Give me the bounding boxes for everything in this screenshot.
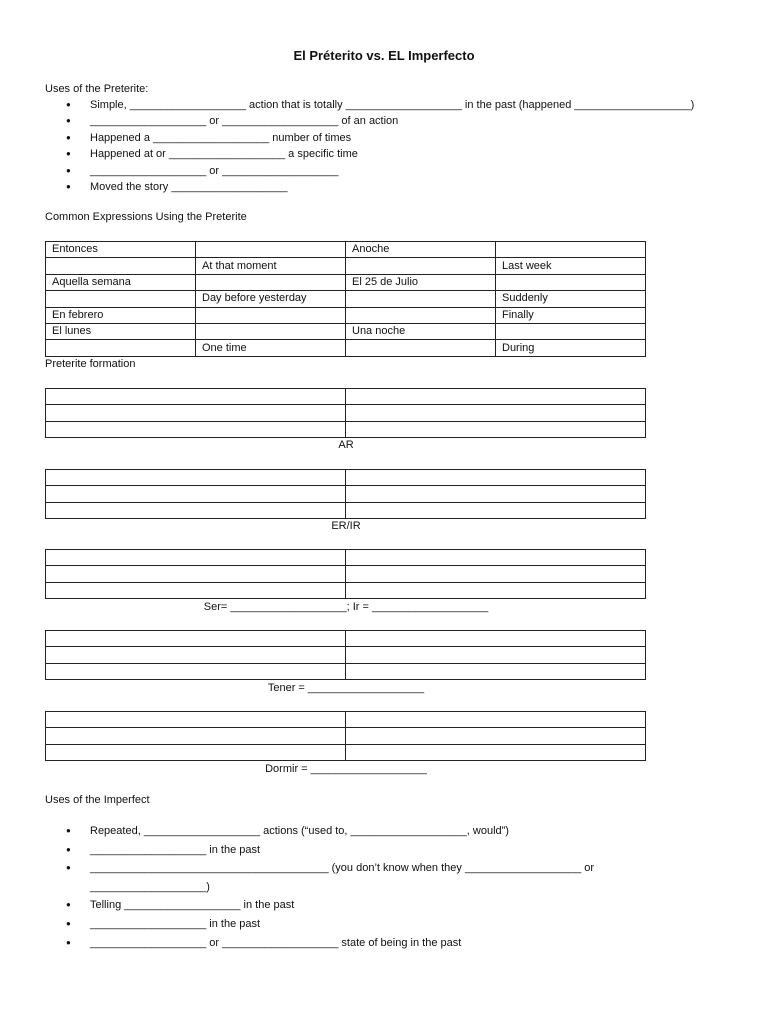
list-item: ● ___________________ or ___________________ of an action: [66, 113, 694, 129]
table-cell: At that moment: [196, 258, 346, 274]
list-item: ● Happened a ___________________ number of times: [66, 130, 694, 146]
table-row: [46, 340, 646, 356]
blank-cell: [346, 421, 646, 437]
table-row: [46, 307, 646, 323]
table-row: [46, 323, 646, 339]
table-cell: [346, 258, 496, 274]
conjugation-table-ar: [45, 388, 646, 438]
blank-cell: [46, 712, 346, 728]
blank-cell: [46, 744, 346, 760]
table-cell: During: [496, 340, 646, 356]
blank-cell: [346, 647, 646, 663]
expressions-table: [45, 241, 646, 357]
table-row: [46, 566, 646, 582]
preterite-uses-list: [66, 97, 694, 195]
table-cell: [46, 340, 196, 356]
imperfect-uses-heading: Uses of the Imperfect: [45, 794, 150, 806]
imperfect-uses-list: [66, 822, 594, 952]
blank-cell: [46, 728, 346, 744]
table-row: [46, 663, 646, 679]
list-item: ● Telling ___________________ in the past: [66, 896, 594, 915]
blank-cell: [346, 566, 646, 582]
list-item: ● Repeated, ___________________ actions (“used to, ___________________, would”): [66, 822, 594, 841]
blank-cell: [46, 582, 346, 598]
table-cell: [196, 242, 346, 258]
table-cell: [46, 258, 196, 274]
caption-ser-ir: Ser= ___________________; Ir = ___________________: [203, 601, 489, 613]
table-cell: [496, 323, 646, 339]
table-row: [46, 405, 646, 421]
table-row: [46, 744, 646, 760]
list-item: ● _______________________________________ (you don’t know when they ___________________ or: [66, 859, 594, 878]
table-row: [46, 712, 646, 728]
table-cell: El lunes: [46, 323, 196, 339]
blank-cell: [346, 486, 646, 502]
table-row: [46, 389, 646, 405]
table-row: [46, 470, 646, 486]
blank-cell: [46, 470, 346, 486]
blank-cell: [346, 389, 646, 405]
caption-ar: AR: [338, 439, 354, 451]
table-cell: Una noche: [346, 323, 496, 339]
table-cell: [496, 242, 646, 258]
page-title: El Préterito vs. EL Imperfecto: [293, 48, 475, 63]
table-row: [46, 242, 646, 258]
table-cell: [196, 274, 346, 290]
table-cell: Anoche: [346, 242, 496, 258]
list-item: ● Moved the story ___________________: [66, 179, 694, 195]
conjugation-table-dormir: [45, 711, 646, 761]
table-cell: [346, 307, 496, 323]
list-item: ● ___________________ in the past: [66, 915, 594, 934]
table-row: [46, 647, 646, 663]
table-cell: Day before yesterday: [196, 291, 346, 307]
blank-cell: [346, 663, 646, 679]
expressions-heading: Common Expressions Using the Preterite: [45, 211, 247, 223]
blank-cell: [46, 486, 346, 502]
conjugation-table-er-ir: [45, 469, 646, 519]
blank-cell: [46, 550, 346, 566]
table-row: [46, 258, 646, 274]
preterite-uses-heading: Uses of the Preterite:: [45, 83, 149, 95]
list-item: ● Happened at or ___________________ a specific time: [66, 146, 694, 162]
table-row: [46, 291, 646, 307]
table-row: [46, 582, 646, 598]
table-cell: One time: [196, 340, 346, 356]
blank-cell: [46, 421, 346, 437]
list-item: ● ___________________ or ___________________: [66, 163, 694, 179]
caption-er-ir: ER/IR: [331, 520, 361, 532]
blank-cell: [346, 712, 646, 728]
blank-cell: [46, 631, 346, 647]
blank-cell: [346, 631, 646, 647]
conjugation-table-ser-ir: [45, 549, 646, 599]
list-item: ● ___________________ or ___________________ state of being in the past: [66, 934, 594, 953]
table-cell: Last week: [496, 258, 646, 274]
table-cell: Suddenly: [496, 291, 646, 307]
blank-cell: [346, 405, 646, 421]
table-cell: [346, 340, 496, 356]
table-row: [46, 421, 646, 437]
table-cell: El 25 de Julio: [346, 274, 496, 290]
blank-cell: [346, 728, 646, 744]
list-item: ● Simple, ___________________ action that is totally ___________________ in the past (happened ___________________): [66, 97, 694, 113]
blank-cell: [346, 582, 646, 598]
blank-cell: [346, 502, 646, 518]
blank-cell: [46, 647, 346, 663]
table-cell: [496, 274, 646, 290]
blank-cell: [46, 502, 346, 518]
list-item-continuation: ___________________): [90, 880, 210, 893]
table-cell: En febrero: [46, 307, 196, 323]
table-cell: [346, 291, 496, 307]
caption-dormir: Dormir = ___________________: [265, 763, 427, 775]
table-cell: Entonces: [46, 242, 196, 258]
table-row: [46, 486, 646, 502]
blank-cell: [46, 566, 346, 582]
table-cell: [46, 291, 196, 307]
blank-cell: [46, 389, 346, 405]
table-row: [46, 631, 646, 647]
table-cell: [196, 307, 346, 323]
caption-tener: Tener = ___________________: [267, 682, 425, 694]
blank-cell: [46, 405, 346, 421]
blank-cell: [346, 550, 646, 566]
table-row: [46, 728, 646, 744]
blank-cell: [346, 470, 646, 486]
table-cell: Finally: [496, 307, 646, 323]
conjugation-table-tener: [45, 630, 646, 680]
blank-cell: [346, 744, 646, 760]
table-row: [46, 502, 646, 518]
blank-cell: [46, 663, 346, 679]
table-row: [46, 274, 646, 290]
table-cell: Aquella semana: [46, 274, 196, 290]
table-cell: [196, 323, 346, 339]
table-row: [46, 550, 646, 566]
list-item: ● ___________________ in the past: [66, 841, 594, 860]
formation-heading: Preterite formation: [45, 358, 136, 370]
